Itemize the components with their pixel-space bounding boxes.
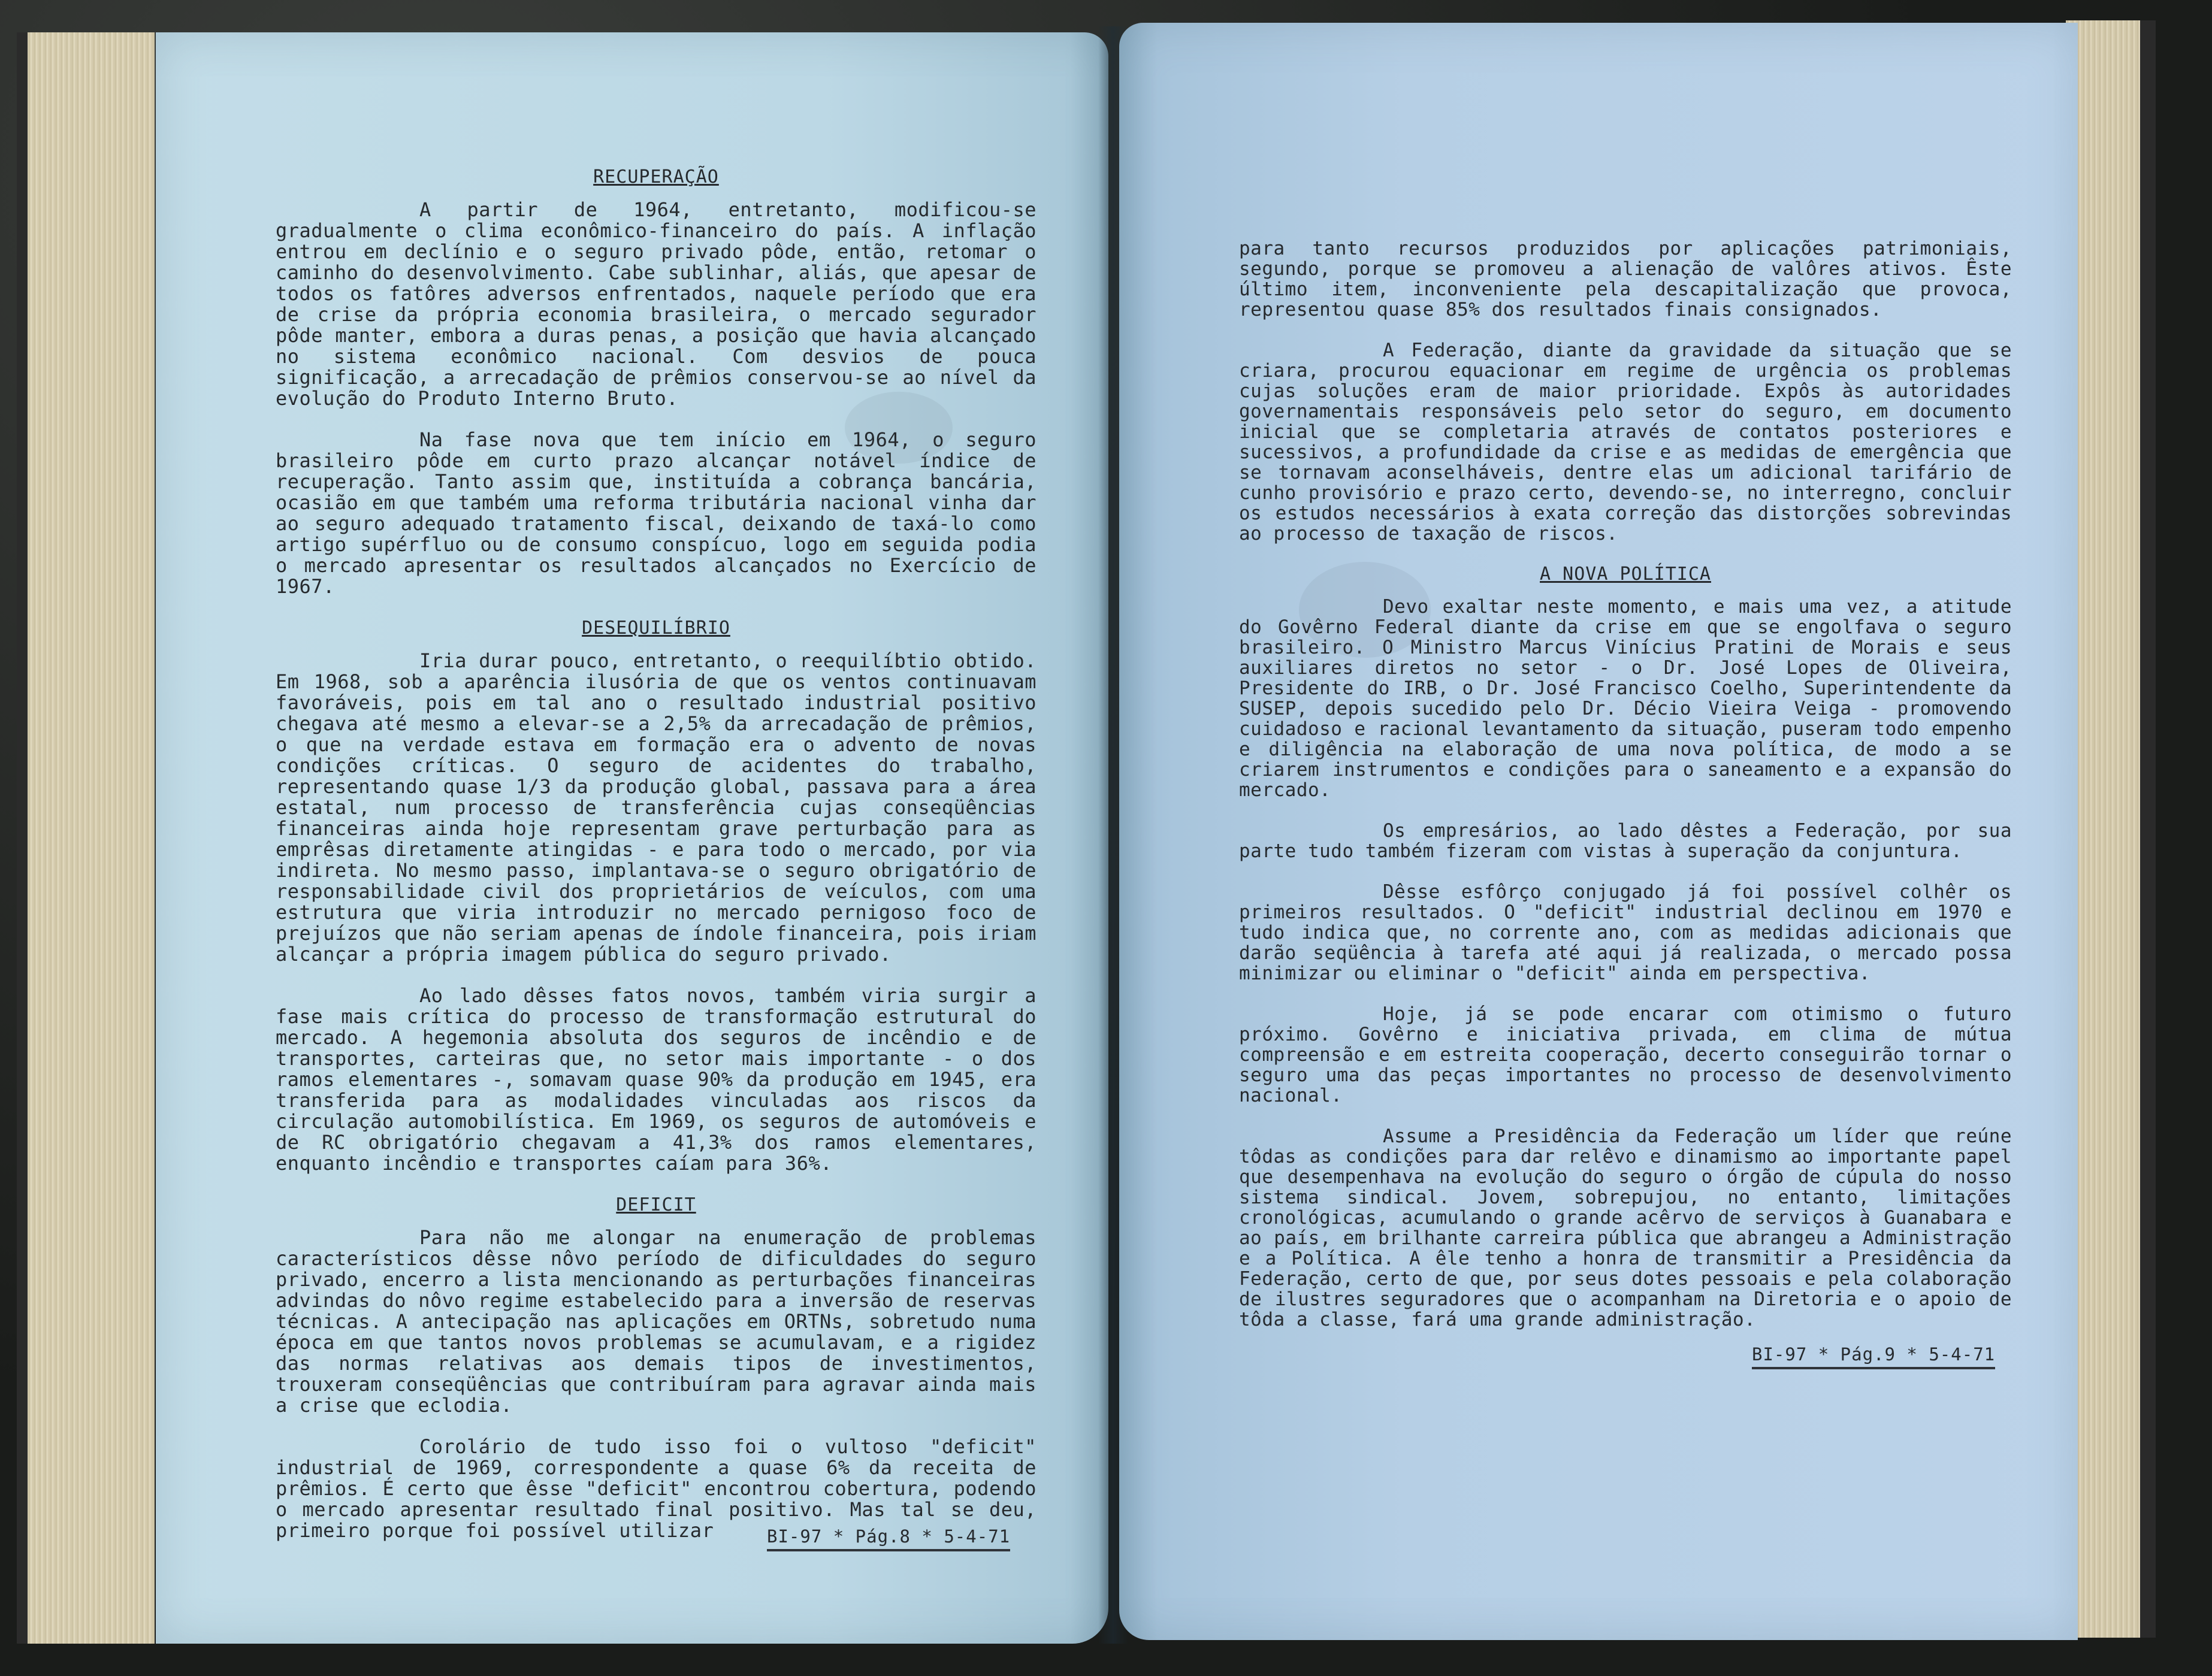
paragraph: Ao lado dêsses fatos novos, também viria surgir a fase mais crítica do processo de transformação estrutural do mercado. A hegemonia absoluta dos seguros de incêndio e de transportes, carteiras que, no setor mais importante - o dos ramos elementares -, somavam quase 90% da produção em 1945, era transferida para as modalidades vinculadas aos riscos da circulação automobilística. Em 1969, os seguros de automóveis e de RC obrigatório chegavam a 41,3% dos ramos elementares, enquanto incêndio e transportes caíam para 36%. <box>276 984 1037 1175</box>
heading-deficit: DEFICIT <box>616 1194 696 1215</box>
heading-nova-politica: A NOVA POLÍTICA <box>1540 564 1711 585</box>
heading-recuperacao: RECUPERAÇÃO <box>593 167 719 187</box>
paragraph: A partir de 1964, entretanto, modificou-se gradualmente o clima econômico-financeiro do país. A inflação entrou em declínio e o seguro privado pôde, então, retomar o caminho do desenvolvimento. Cabe sublinhar, aliás, que apesar de todos os fatôres adversos enfrentados, naquele período que era de crise da própria economia brasileira, o mercado segurador pôde manter, embora a duras penas, a posição que havia alcançado no sistema econômico nacional. Com desvios de pouca significação, a arrecadação de prêmios conservou-se ao nível da evolução do Produto Interno Bruto. <box>276 198 1037 410</box>
page-footer: BI-97 * Pág.9 * 5-4-71 <box>1752 1344 1995 1369</box>
paragraph: Assume a Presidência da Federação um líder que reúne tôdas as condições para dar relêvo e dinamismo ao importante papel que desempenhava na evolução do seguro o órgão de cúpula do nosso sistema sindical. Jovem, sobrepujou, no entanto, limitações cronológicas, acumulando o grande acêrvo de serviços à Guanabara e ao país, em brilhante carreira pública que abrangeu a Administração e a Política. A êle tenho a honra de transmitir a Presidência da Federação, certo de que, por seus dotes pessoais e pela colaboração de ilustres seguradores que o acompanham na Diretoria e o apoio de tôda a classe, fará uma grande administração. <box>1239 1126 2012 1330</box>
left-page <box>156 32 1108 1644</box>
paragraph: Na fase nova que tem início em 1964, o seguro brasileiro pôde em curto prazo alcançar notável índice de recuperação. Tanto assim que, instituída a cobrança bancária, ocasião em que também uma reforma tributária nacional vinha dar ao seguro adequado tratamento fiscal, deixando de taxá-lo como artigo supérfluo ou de consumo conspícuo, logo em seguida podia o mercado apresentar os resultados alcançados no Exercício de 1967. <box>276 428 1037 598</box>
heading-desequilibrio: DESEQUILÍBRIO <box>582 618 730 639</box>
right-page <box>1119 23 2078 1640</box>
section-continuation <box>1239 238 2012 544</box>
left-page-edges <box>17 32 155 1644</box>
left-page-text <box>276 158 1037 1562</box>
paragraph: Os empresários, ao lado dêstes a Federação, por sua parte tudo também fizeram com vistas à superação da conjuntura. <box>1239 820 2012 862</box>
open-book <box>17 14 2156 1656</box>
section-recuperacao <box>276 167 1037 597</box>
page-footer: BI-97 * Pág.8 * 5-4-71 <box>767 1526 1010 1551</box>
section-nova-politica <box>1239 564 2012 1330</box>
paragraph: Hoje, já se pode encarar com otimismo o futuro próximo. Govêrno e iniciativa privada, em clima de mútua compreensão e em estreita cooperação, decerto conseguirão tornar o seguro uma das peças importantes no processo de desenvolvimento nacional. <box>1239 1003 2012 1106</box>
paragraph: Dêsse esfôrço conjugado já foi possível colhêr os primeiros resultados. O "deficit" industrial declinou em 1970 e tudo indica que, no corrente ano, com as medidas adicionais que darão seqüência à tarefa até aqui já realizada, o mercado possa minimizar ou eliminar o "deficit" ainda em perspectiva. <box>1239 881 2012 984</box>
paragraph: Iria durar pouco, entretanto, o reequilíbtio obtido. Em 1968, sob a aparência ilusória de que os ventos continuavam favoráveis, pois em tal ano o resultado industrial positivo chegava até mesmo a elevar-se a 2,5% da arrecadação de prêmios, o que na verdade estava em formação era o advento de novas condições críticas. O seguro de acidentes do trabalho, representando quase 1/3 da produção global, passava para a área estatal, num processo de transferência cujas conseqüências financeiras ainda hoje representam grave perturbação para as emprêsas diretamente atingidas - e para todo o mercado, por via indireta. No mesmo passo, implantava-se o seguro obrigatório de responsabilidade civil dos proprietários de veículos, com uma estrutura que viria introduzir no mercado pernigoso foco de prejuízos que não seriam apenas de índole financeira, pois iriam alcançar a própria imagem pública do seguro privado. <box>276 649 1037 966</box>
paragraph: Corolário de tudo isso foi o vultoso "deficit" industrial de 1969, correspondente a quase 6% da receita de prêmios. É certo que êsse "deficit" encontrou cobertura, podendo o mercado apresentar resultado final positivo. Mas tal se deu, primeiro porque foi possível utilizar <box>276 1435 1037 1542</box>
right-page-edges <box>2066 20 2156 1638</box>
paragraph: A Federação, diante da gravidade da situação que se criara, procurou equacionar em regime de urgência os problemas cujas soluções eram de maior prioridade. Expôs às autoridades governamentais responsáveis pelo setor do seguro, em documento inicial que se completaria através de contatos posteriores e sucessivos, a profundidade da crise e as medidas de emergência que se tornavam aconselháveis, dentre elas um adicional tarifário de cunho provisório e prazo certo, devendo-se, no interregno, concluir os estudos necessários à exata correção das distorções sobrevindas ao processo de taxação de riscos. <box>1239 340 2012 544</box>
paragraph: Devo exaltar neste momento, e mais uma vez, a atitude do Govêrno Federal diante da crise em que se engolfava o seguro brasileiro. O Ministro Marcus Vinícius Pratini de Morais e seus auxiliares diretos no setor - o Dr. José Lopes de Oliveira, Presidente do IRB, o Dr. José Francisco Coelho, Superintendente da SUSEP, depois sucedido pelo Dr. Décio Vieira Veiga - promovendo cuidadoso e racional levantamento da situação, puseram todo empenho e diligência na elaboração de uma nova política, de modo a se criarem instrumentos e condições para o saneamento e a expansão do mercado. <box>1239 596 2012 801</box>
paragraph: para tanto recursos produzidos por aplicações patrimoniais, segundo, porque se promoveu a alienação de valôres ativos. Êste último item, inconveniente pela descapitalização que provoca, representou quase 85% dos resultados finais consignados. <box>1239 238 2012 320</box>
right-page-text <box>1239 238 2012 1350</box>
section-desequilibrio <box>276 618 1037 1174</box>
section-deficit <box>276 1194 1037 1541</box>
paragraph: Para não me alongar na enumeração de problemas característicos dêsse nôvo período de dificuldades do seguro privado, encerro a lista mencionando as perturbações financeiras advindas do nôvo regime estabelecido para a inversão de reservas técnicas. A antecipação nas aplicações em ORTNs, sobretudo numa época em que tantos novos problemas se acumulavam, e a rigidez das normas relativas aos demais tipos de investimentos, trouxeram conseqüências que contribuíram para agravar ainda mais a crise que eclodia. <box>276 1226 1037 1417</box>
